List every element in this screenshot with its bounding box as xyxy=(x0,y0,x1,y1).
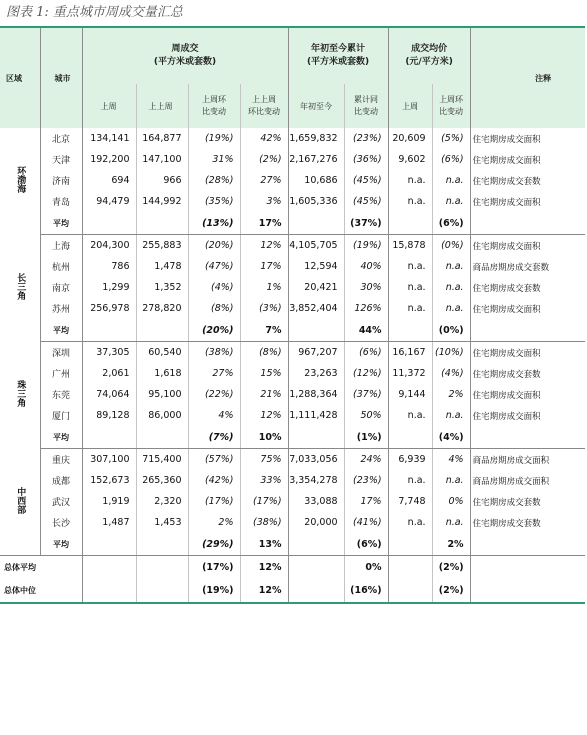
region-label: 长三角 xyxy=(15,273,26,300)
wow-prev-cell: 12% xyxy=(240,235,288,257)
average-wow-prev-cell: 7% xyxy=(240,319,288,342)
yoy-cell: (12%) xyxy=(344,363,388,384)
header-wow-line1: 上周环 xyxy=(202,95,226,104)
yoy-cell: (6%) xyxy=(344,342,388,364)
price-wow-cell: n.a. xyxy=(432,191,470,212)
prev-week-cell: 1,352 xyxy=(136,277,188,298)
ytd-cell: 1,659,832 xyxy=(288,128,344,149)
price-cell: n.a. xyxy=(388,512,432,533)
empty-cell xyxy=(136,212,188,235)
empty-cell xyxy=(470,319,585,342)
last-week-cell: 37,305 xyxy=(82,342,136,364)
header-ytd-unit: (平方米或套数) xyxy=(306,57,370,67)
average-price-wow-cell: (4%) xyxy=(432,426,470,449)
wow-cell: (19%) xyxy=(188,128,240,149)
empty-cell xyxy=(136,533,188,556)
ytd-cell: 23,263 xyxy=(288,363,344,384)
empty-cell xyxy=(288,533,344,556)
wow-cell: (17%) xyxy=(188,491,240,512)
prev-week-cell: 147,100 xyxy=(136,149,188,170)
prev-week-cell: 95,100 xyxy=(136,384,188,405)
wow-cell: (28%) xyxy=(188,170,240,191)
overall-yoy-cell: 0% xyxy=(344,556,388,580)
wow-prev-cell: 33% xyxy=(240,470,288,491)
city-cell: 上海 xyxy=(40,235,82,257)
yoy-cell: (23%) xyxy=(344,470,388,491)
last-week-cell: 204,300 xyxy=(82,235,136,257)
average-yoy-cell: (1%) xyxy=(344,426,388,449)
overall-wow-cell: (17%) xyxy=(188,556,240,580)
table-totals xyxy=(0,556,585,603)
last-week-cell: 307,100 xyxy=(82,449,136,471)
table-row xyxy=(0,277,585,298)
price-cell: 20,609 xyxy=(388,128,432,149)
empty-cell xyxy=(470,556,585,580)
price-wow-cell: (4%) xyxy=(432,363,470,384)
header-ytd: 年初至今 xyxy=(288,84,344,128)
ytd-cell: 20,421 xyxy=(288,277,344,298)
price-wow-cell: (10%) xyxy=(432,342,470,364)
header-city: 城市 xyxy=(40,28,82,128)
last-week-cell: 74,064 xyxy=(82,384,136,405)
yoy-cell: (37%) xyxy=(344,384,388,405)
overall-label: 总体平均 xyxy=(0,556,82,580)
table-row xyxy=(0,384,585,405)
ytd-cell: 7,033,056 xyxy=(288,449,344,471)
region-cell xyxy=(0,342,40,449)
wow-cell: (20%) xyxy=(188,235,240,257)
average-label: 平均 xyxy=(40,533,82,556)
note-cell: 住宅期房成交套数 xyxy=(470,170,585,191)
table-row xyxy=(0,170,585,191)
empty-cell xyxy=(470,426,585,449)
average-row xyxy=(0,426,585,449)
average-label: 平均 xyxy=(40,319,82,342)
wow-prev-cell: 15% xyxy=(240,363,288,384)
overall-wow-prev-cell: 12% xyxy=(240,556,288,580)
empty-cell xyxy=(82,212,136,235)
header-yoy-line1: 累计同 xyxy=(354,95,379,104)
wow-cell: (4%) xyxy=(188,277,240,298)
city-cell: 苏州 xyxy=(40,298,82,319)
last-week-cell: 1,487 xyxy=(82,512,136,533)
wow-cell: (22%) xyxy=(188,384,240,405)
region-label: 环渤海 xyxy=(15,166,26,194)
header-price-wow-line1: 上周环 xyxy=(439,95,464,104)
table-row xyxy=(0,235,585,257)
note-cell: 住宅期房成交套数 xyxy=(470,512,585,533)
yoy-cell: 50% xyxy=(344,405,388,426)
wow-prev-cell: (3%) xyxy=(240,298,288,319)
prev-week-cell: 164,877 xyxy=(136,128,188,149)
prev-week-cell: 966 xyxy=(136,170,188,191)
note-cell: 住宅期房成交面积 xyxy=(470,384,585,405)
yoy-cell: (23%) xyxy=(344,128,388,149)
prev-week-cell: 255,883 xyxy=(136,235,188,257)
table-title: 图表 1: 重点城市周成交量汇总 xyxy=(6,5,183,20)
prev-week-cell: 86,000 xyxy=(136,405,188,426)
ytd-cell: 2,167,276 xyxy=(288,149,344,170)
last-week-cell: 192,200 xyxy=(82,149,136,170)
header-wow-prev xyxy=(240,84,288,128)
note-cell: 住宅期房成交套数 xyxy=(470,491,585,512)
city-cell: 成都 xyxy=(40,470,82,491)
table-row xyxy=(0,149,585,170)
price-cell: 7,748 xyxy=(388,491,432,512)
empty-cell xyxy=(136,556,188,580)
empty-cell xyxy=(470,533,585,556)
empty-cell xyxy=(288,319,344,342)
note-cell: 住宅期房成交套数 xyxy=(470,277,585,298)
table-row xyxy=(0,470,585,491)
note-cell: 商品房期房成交套数 xyxy=(470,256,585,277)
ytd-cell: 12,594 xyxy=(288,256,344,277)
price-wow-cell: (6%) xyxy=(432,149,470,170)
average-price-wow-cell: (6%) xyxy=(432,212,470,235)
wow-prev-cell: 27% xyxy=(240,170,288,191)
wow-cell: (42%) xyxy=(188,470,240,491)
yoy-cell: (45%) xyxy=(344,170,388,191)
price-cell: n.a. xyxy=(388,191,432,212)
prev-week-cell: 60,540 xyxy=(136,342,188,364)
table-row xyxy=(0,128,585,149)
yoy-cell: (45%) xyxy=(344,191,388,212)
ytd-cell: 1,605,336 xyxy=(288,191,344,212)
average-label: 平均 xyxy=(40,426,82,449)
prev-week-cell: 265,360 xyxy=(136,470,188,491)
average-wow-cell: (20%) xyxy=(188,319,240,342)
note-cell: 商品房期房成交面积 xyxy=(470,449,585,471)
city-cell: 东莞 xyxy=(40,384,82,405)
wow-prev-cell: 1% xyxy=(240,277,288,298)
city-cell: 南京 xyxy=(40,277,82,298)
header-price-unit: (元/平方米) xyxy=(405,57,453,67)
wow-prev-cell: (17%) xyxy=(240,491,288,512)
price-wow-cell: n.a. xyxy=(432,470,470,491)
price-wow-cell: n.a. xyxy=(432,298,470,319)
ytd-cell: 20,000 xyxy=(288,512,344,533)
average-row xyxy=(0,319,585,342)
overall-wow-cell: (19%) xyxy=(188,579,240,602)
header-weekly-title: 周成交 xyxy=(171,44,199,54)
overall-median-row xyxy=(0,579,585,602)
average-price-wow-cell: 2% xyxy=(432,533,470,556)
average-row xyxy=(0,533,585,556)
last-week-cell: 89,128 xyxy=(82,405,136,426)
average-label: 平均 xyxy=(40,212,82,235)
note-cell: 住宅期房成交面积 xyxy=(470,298,585,319)
wow-prev-cell: 12% xyxy=(240,405,288,426)
prev-week-cell: 278,820 xyxy=(136,298,188,319)
wow-cell: (57%) xyxy=(188,449,240,471)
region-cell xyxy=(0,449,40,556)
header-yoy xyxy=(344,84,388,128)
overall-label: 总体中位 xyxy=(0,579,82,602)
header-note: 注释 xyxy=(470,28,585,128)
last-week-cell: 94,479 xyxy=(82,191,136,212)
empty-cell xyxy=(388,426,432,449)
yoy-cell: 40% xyxy=(344,256,388,277)
price-cell: n.a. xyxy=(388,170,432,191)
yoy-cell: 126% xyxy=(344,298,388,319)
empty-cell xyxy=(82,533,136,556)
note-cell: 住宅期房成交面积 xyxy=(470,342,585,364)
last-week-cell: 786 xyxy=(82,256,136,277)
ytd-cell: 3,852,404 xyxy=(288,298,344,319)
price-cell: n.a. xyxy=(388,298,432,319)
table-row xyxy=(0,342,585,364)
overall-yoy-cell: (16%) xyxy=(344,579,388,602)
price-cell: n.a. xyxy=(388,470,432,491)
note-cell: 住宅期房成交面积 xyxy=(470,235,585,257)
empty-cell xyxy=(288,212,344,235)
note-cell: 住宅期房成交面积 xyxy=(470,149,585,170)
empty-cell xyxy=(470,579,585,602)
average-wow-cell: (29%) xyxy=(188,533,240,556)
empty-cell xyxy=(388,212,432,235)
city-cell: 武汉 xyxy=(40,491,82,512)
last-week-cell: 1,919 xyxy=(82,491,136,512)
header-wow-line2: 比变动 xyxy=(202,107,226,116)
overall-average-row xyxy=(0,556,585,580)
weekly-transaction-table xyxy=(0,26,585,604)
wow-cell: 27% xyxy=(188,363,240,384)
city-cell: 济南 xyxy=(40,170,82,191)
city-cell: 北京 xyxy=(40,128,82,149)
table-row xyxy=(0,191,585,212)
note-cell: 住宅期房成交套数 xyxy=(470,363,585,384)
average-wow-prev-cell: 17% xyxy=(240,212,288,235)
ytd-cell: 967,207 xyxy=(288,342,344,364)
price-cell: 9,602 xyxy=(388,149,432,170)
price-wow-cell: 2% xyxy=(432,384,470,405)
table-row xyxy=(0,491,585,512)
table-body xyxy=(0,128,585,556)
table-row xyxy=(0,256,585,277)
empty-cell xyxy=(470,212,585,235)
wow-prev-cell: (38%) xyxy=(240,512,288,533)
price-wow-cell: 0% xyxy=(432,491,470,512)
empty-cell xyxy=(136,426,188,449)
empty-cell xyxy=(82,319,136,342)
empty-cell xyxy=(288,556,344,580)
yoy-cell: 24% xyxy=(344,449,388,471)
overall-wow-prev-cell: 12% xyxy=(240,579,288,602)
last-week-cell: 134,141 xyxy=(82,128,136,149)
empty-cell xyxy=(388,533,432,556)
average-yoy-cell: (37%) xyxy=(344,212,388,235)
wow-cell: (38%) xyxy=(188,342,240,364)
table-row xyxy=(0,512,585,533)
average-wow-prev-cell: 10% xyxy=(240,426,288,449)
empty-cell xyxy=(82,579,136,602)
last-week-cell: 2,061 xyxy=(82,363,136,384)
note-cell: 住宅期房成交面积 xyxy=(470,405,585,426)
wow-cell: 4% xyxy=(188,405,240,426)
price-wow-cell: n.a. xyxy=(432,170,470,191)
table-row xyxy=(0,405,585,426)
price-wow-cell: (5%) xyxy=(432,128,470,149)
header-price-title: 成交均价 xyxy=(411,44,448,54)
empty-cell xyxy=(388,319,432,342)
empty-cell xyxy=(82,556,136,580)
header-ytd-group xyxy=(288,28,388,84)
ytd-cell: 3,354,278 xyxy=(288,470,344,491)
wow-cell: (35%) xyxy=(188,191,240,212)
overall-price-wow-cell: (2%) xyxy=(432,556,470,580)
average-wow-cell: (7%) xyxy=(188,426,240,449)
header-region: 区域 xyxy=(0,28,40,128)
table-row xyxy=(0,363,585,384)
ytd-cell: 1,111,428 xyxy=(288,405,344,426)
header-wow-prev-line2: 环比变动 xyxy=(248,107,281,116)
ytd-cell: 1,288,364 xyxy=(288,384,344,405)
note-cell: 住宅期房成交面积 xyxy=(470,191,585,212)
prev-week-cell: 2,320 xyxy=(136,491,188,512)
price-wow-cell: 4% xyxy=(432,449,470,471)
header-last-week: 上周 xyxy=(82,84,136,128)
price-wow-cell: n.a. xyxy=(432,277,470,298)
wow-prev-cell: 3% xyxy=(240,191,288,212)
yoy-cell: (19%) xyxy=(344,235,388,257)
wow-cell: (47%) xyxy=(188,256,240,277)
header-prev-week: 上上周 xyxy=(136,84,188,128)
prev-week-cell: 1,453 xyxy=(136,512,188,533)
wow-cell: 31% xyxy=(188,149,240,170)
city-cell: 厦门 xyxy=(40,405,82,426)
average-yoy-cell: (6%) xyxy=(344,533,388,556)
prev-week-cell: 144,992 xyxy=(136,191,188,212)
note-cell: 商品房期房成交面积 xyxy=(470,470,585,491)
price-cell: 15,878 xyxy=(388,235,432,257)
price-cell: n.a. xyxy=(388,405,432,426)
average-yoy-cell: 44% xyxy=(344,319,388,342)
header-price-wow-line2: 比变动 xyxy=(439,107,464,116)
ytd-cell: 4,105,705 xyxy=(288,235,344,257)
yoy-cell: 17% xyxy=(344,491,388,512)
empty-cell xyxy=(288,579,344,602)
wow-prev-cell: 42% xyxy=(240,128,288,149)
city-cell: 重庆 xyxy=(40,449,82,471)
average-wow-cell: (13%) xyxy=(188,212,240,235)
region-label: 珠三角 xyxy=(15,380,26,407)
city-cell: 长沙 xyxy=(40,512,82,533)
prev-week-cell: 1,478 xyxy=(136,256,188,277)
wow-cell: 2% xyxy=(188,512,240,533)
city-cell: 杭州 xyxy=(40,256,82,277)
yoy-cell: (41%) xyxy=(344,512,388,533)
price-cell: 9,144 xyxy=(388,384,432,405)
empty-cell xyxy=(388,579,432,602)
header-price-wow xyxy=(432,84,470,128)
header-price-group xyxy=(388,28,470,84)
price-cell: n.a. xyxy=(388,277,432,298)
price-cell: n.a. xyxy=(388,256,432,277)
average-row xyxy=(0,212,585,235)
last-week-cell: 1,299 xyxy=(82,277,136,298)
wow-prev-cell: 17% xyxy=(240,256,288,277)
empty-cell xyxy=(388,556,432,580)
price-wow-cell: n.a. xyxy=(432,512,470,533)
yoy-cell: 30% xyxy=(344,277,388,298)
header-wow xyxy=(188,84,240,128)
empty-cell xyxy=(136,579,188,602)
city-cell: 天津 xyxy=(40,149,82,170)
last-week-cell: 152,673 xyxy=(82,470,136,491)
ytd-cell: 33,088 xyxy=(288,491,344,512)
header-ytd-title: 年初至今累计 xyxy=(311,44,366,54)
header-weekly-group xyxy=(82,28,288,84)
prev-week-cell: 715,400 xyxy=(136,449,188,471)
overall-price-wow-cell: (2%) xyxy=(432,579,470,602)
table-row xyxy=(0,449,585,471)
wow-cell: (8%) xyxy=(188,298,240,319)
last-week-cell: 694 xyxy=(82,170,136,191)
region-cell xyxy=(0,235,40,342)
price-wow-cell: (0%) xyxy=(432,235,470,257)
city-cell: 深圳 xyxy=(40,342,82,364)
wow-prev-cell: 75% xyxy=(240,449,288,471)
region-label: 中西部 xyxy=(15,486,26,514)
ytd-cell: 10,686 xyxy=(288,170,344,191)
city-cell: 广州 xyxy=(40,363,82,384)
wow-prev-cell: (2%) xyxy=(240,149,288,170)
price-cell: 16,167 xyxy=(388,342,432,364)
region-cell xyxy=(0,128,40,235)
price-cell: 6,939 xyxy=(388,449,432,471)
header-yoy-line2: 比变动 xyxy=(354,107,379,116)
empty-cell xyxy=(136,319,188,342)
price-wow-cell: n.a. xyxy=(432,405,470,426)
header-weekly-unit: (平方米或套数) xyxy=(153,57,217,67)
header-wow-prev-line1: 上上周 xyxy=(252,95,277,104)
header-price-last-week: 上周 xyxy=(388,84,432,128)
price-wow-cell: n.a. xyxy=(432,256,470,277)
yoy-cell: (36%) xyxy=(344,149,388,170)
empty-cell xyxy=(288,426,344,449)
last-week-cell: 256,978 xyxy=(82,298,136,319)
prev-week-cell: 1,618 xyxy=(136,363,188,384)
wow-prev-cell: (8%) xyxy=(240,342,288,364)
note-cell: 住宅期房成交面积 xyxy=(470,128,585,149)
city-cell: 青岛 xyxy=(40,191,82,212)
wow-prev-cell: 21% xyxy=(240,384,288,405)
price-cell: 11,372 xyxy=(388,363,432,384)
average-price-wow-cell: (0%) xyxy=(432,319,470,342)
table-row xyxy=(0,298,585,319)
empty-cell xyxy=(82,426,136,449)
average-wow-prev-cell: 13% xyxy=(240,533,288,556)
